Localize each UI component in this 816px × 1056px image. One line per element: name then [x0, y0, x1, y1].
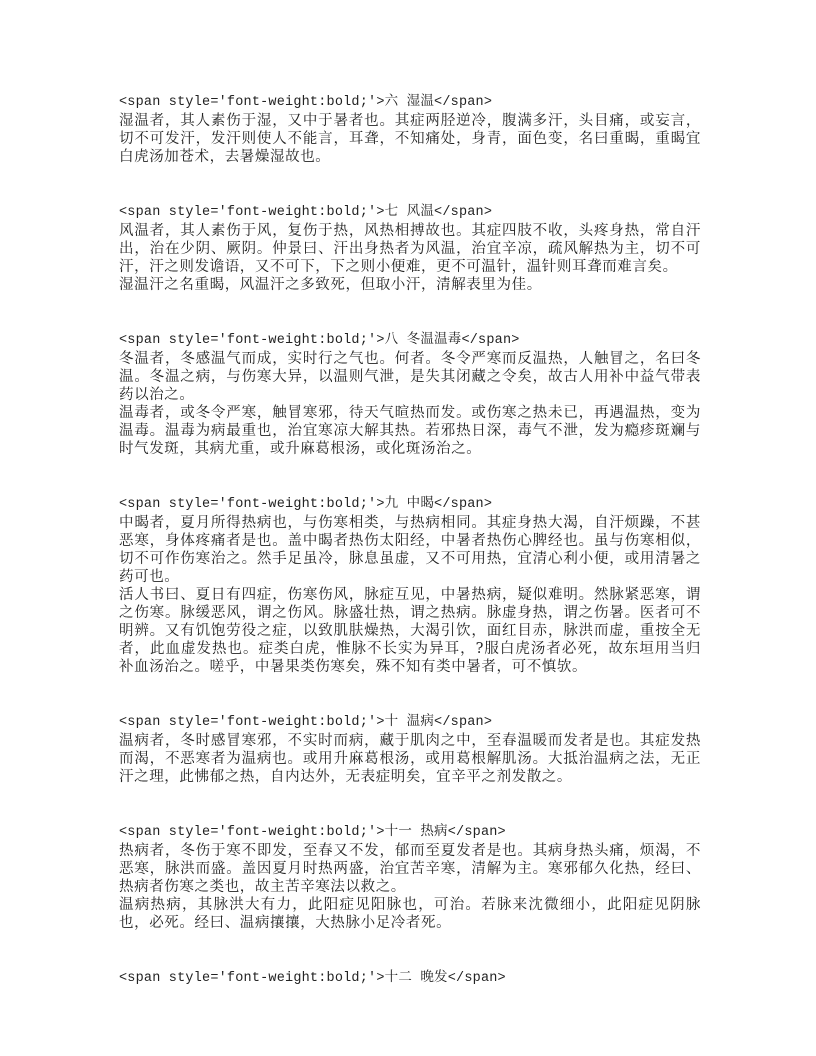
section-header: <span style='font-weight:bold;'>十 温病</span> — [119, 715, 493, 730]
section-header: <span style='font-weight:bold;'>十一 热病</span> — [119, 825, 506, 840]
section-7-fengwen — [119, 204, 701, 294]
section-10-wenbing — [119, 714, 701, 786]
section-6-shiwen — [119, 94, 701, 166]
section-9-zhongye — [119, 496, 701, 676]
paragraph: 中暍者，夏月所得热病也，与伤寒相类，与热病相同。其症身热大渴，自汗烦躁，不甚恶寒，身体疼痛者是也。盖中暍者热伤太阳经，中暑者热伤心脾经也。虽与伤寒相似，切不可作伤寒治之。然手足虽冷，脉息虽虚，又不可用热，宜清心利小便，或用清暑之药可也。 — [119, 515, 701, 585]
section-header: <span style='font-weight:bold;'>七 风温</span> — [119, 205, 493, 220]
section-header: <span style='font-weight:bold;'>九 中暍</span> — [119, 497, 493, 512]
paragraph: 活人书曰、夏日有四症，伤寒伤风，脉症互见，中暑热病，疑似难明。然脉紧恶寒，谓之伤寒。脉缓恶风，谓之伤风。脉盛壮热，谓之热病。脉虚身热，谓之伤暑。医者可不明辨。又有饥饱劳役之症，以致肌肤燥热，大渴引饮，面红目赤，脉洪而虚，重按全无者，此血虚发热也。症类白虎，惟脉不长实为异耳，?服白虎汤者必死，故东垣用当归补血汤治之。嗟乎，中暑果类伤寒矣，殊不知有类中暑者，可不慎欤。 — [119, 587, 701, 675]
section-header: <span style='font-weight:bold;'>六 湿温</span> — [119, 95, 493, 110]
paragraph: 热病者，冬伤于寒不即发，至春又不发，郁而至夏发者是也。其病身热头痛，烦渴，不恶寒，脉洪而盛。盖因夏月时热两盛，治宜苦辛寒，清解为主。寒邪郁久化热，经曰、热病者伤寒之类也，故主苦辛寒法以救之。 — [119, 843, 701, 895]
paragraph: 湿温者，其人素伤于湿，又中于暑者也。其症两胫逆冷，腹满多汗，头目痛，或妄言，切不可发汗，发汗则使人不能言，耳聋，不知痛处，身青，面色变，名曰重暍，重暍宜白虎汤加苍术，去暑燥湿故也。 — [119, 113, 701, 165]
document-page — [119, 94, 701, 988]
paragraph: 风温者，其人素伤于风，复伤于热，风热相搏故也。其症四肢不收，头疼身热，常自汗出，治在少阴、厥阴。仲景曰、汗出身热者为风温，治宜辛凉，疏风解热为主，切不可汗，汗之则发谵语，又不可下，下之则小便难，更不可温针，温针则耳聋而难言矣。 — [119, 223, 701, 275]
paragraph: 温毒者，或冬令严寒，触冒寒邪，待天气暄热而发。或伤寒之热未已，再遇温热，变为温毒。温毒为病最重也，治宜寒凉大解其热。若邪热日深，毒气不泄，发为瘾疹斑斓与时气发斑，其病尤重，或升麻葛根汤，或化斑汤治之。 — [119, 405, 701, 457]
section-header: <span style='font-weight:bold;'>八 冬温温毒</span> — [119, 333, 520, 348]
section-12-wanfa — [119, 970, 701, 988]
paragraph: 温病者，冬时感冒寒邪，不实时而病，藏于肌肉之中，至春温暖而发者是也。其症发热而渴，不恶寒者为温病也。或用升麻葛根汤，或用葛根解肌汤。大抵治温病之法，无正汗之理，此怫郁之热，自内达外，无表症明矣，宜辛平之剂发散之。 — [119, 733, 701, 785]
paragraph: 湿温汗之名重暍，风温汗之多致死，但取小汗，清解表里为佳。 — [119, 277, 542, 293]
paragraph: 温病热病，其脉洪大有力，此阳症见阳脉也，可治。若脉来沈微细小，此阳症见阴脉也，必死。经曰、温病攘攘，大热脉小足冷者死。 — [119, 897, 701, 931]
section-8-dongwen-wendu — [119, 332, 701, 458]
section-11-rebing — [119, 824, 701, 932]
section-header: <span style='font-weight:bold;'>十二 晚发</span> — [119, 971, 506, 986]
paragraph: 冬温者，冬感温气而成，实时行之气也。何者。冬令严寒而反温热，人触冒之，名曰冬温。冬温之病，与伤寒大异，以温则气泄，是失其闭藏之令矣，故古人用补中益气带表药以治之。 — [119, 351, 701, 403]
